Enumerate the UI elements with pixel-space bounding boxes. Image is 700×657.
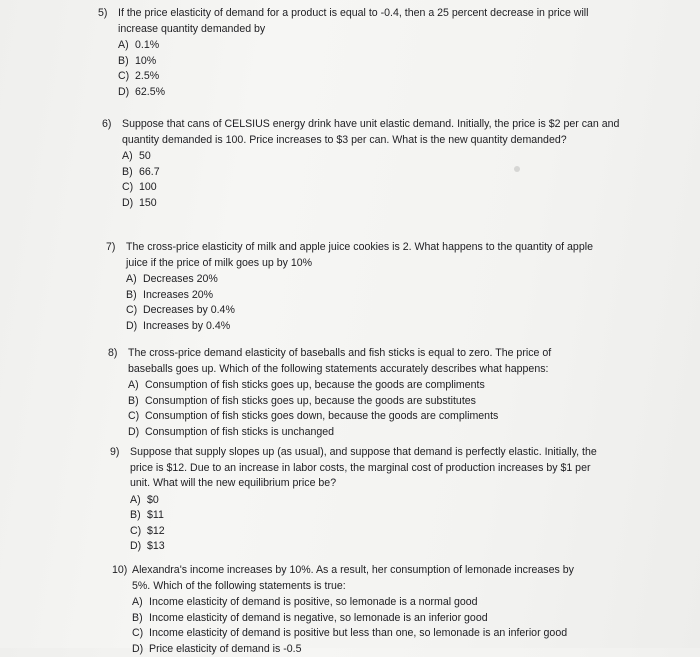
question-number: 5) bbox=[98, 6, 118, 37]
option-letter: B) bbox=[118, 54, 135, 70]
option-letter: D) bbox=[126, 319, 143, 335]
option-text: 0.1% bbox=[135, 38, 159, 54]
option-text: 100 bbox=[139, 180, 157, 196]
option-c[interactable] bbox=[126, 303, 604, 319]
option-text: Consumption of fish sticks goes down, because the goods are compliments bbox=[145, 409, 498, 425]
option-letter: A) bbox=[126, 272, 143, 288]
question-stem bbox=[98, 6, 608, 37]
question-stem bbox=[102, 117, 620, 148]
option-letter: A) bbox=[132, 595, 149, 611]
question-10 bbox=[112, 563, 594, 657]
option-a[interactable] bbox=[118, 38, 608, 54]
option-text: Income elasticity of demand is positive, so lemonade is a normal good bbox=[149, 595, 478, 611]
question-6 bbox=[102, 117, 620, 211]
option-text: 50 bbox=[139, 149, 151, 165]
question-stem bbox=[112, 563, 594, 594]
option-b[interactable] bbox=[122, 165, 620, 181]
option-b[interactable] bbox=[132, 611, 594, 627]
question-number: 7) bbox=[106, 240, 126, 271]
option-text: Consumption of fish sticks goes up, because the goods are substitutes bbox=[145, 394, 476, 410]
option-text: 10% bbox=[135, 54, 156, 70]
option-letter: C) bbox=[132, 626, 149, 642]
question-text: Alexandra's income increases by 10%. As a result, her consumption of lemonade increases by 5%. Which of the following statements is true: bbox=[132, 563, 594, 594]
option-text: Price elasticity of demand is -0.5 bbox=[149, 642, 302, 657]
option-letter: D) bbox=[118, 85, 135, 101]
option-text: Consumption of fish sticks is unchanged bbox=[145, 425, 334, 441]
question-stem bbox=[110, 445, 600, 492]
option-letter: A) bbox=[122, 149, 139, 165]
option-a[interactable] bbox=[126, 272, 604, 288]
option-text: Decreases 20% bbox=[143, 272, 218, 288]
option-letter: D) bbox=[128, 425, 145, 441]
option-text: Increases by 0.4% bbox=[143, 319, 230, 335]
question-number: 10) bbox=[112, 563, 132, 594]
answer-options bbox=[122, 149, 620, 211]
option-text: Income elasticity of demand is positive but less than one, so lemonade is an inferior good bbox=[149, 626, 567, 642]
option-b[interactable] bbox=[128, 394, 588, 410]
question-number: 9) bbox=[110, 445, 130, 492]
question-text: Suppose that cans of CELSIUS energy drink have unit elastic demand. Initially, the price is $2 per can and quantity demanded is 100. Price increases to $3 per can. What is the new quantity demanded? bbox=[122, 117, 620, 148]
option-letter: D) bbox=[132, 642, 149, 657]
option-text: 66.7 bbox=[139, 165, 160, 181]
option-text: Decreases by 0.4% bbox=[143, 303, 235, 319]
question-number: 6) bbox=[102, 117, 122, 148]
option-text: $11 bbox=[147, 508, 164, 524]
option-a[interactable] bbox=[122, 149, 620, 165]
option-c[interactable] bbox=[128, 409, 588, 425]
answer-options bbox=[126, 272, 604, 334]
option-letter: D) bbox=[130, 539, 147, 555]
answer-options bbox=[130, 493, 600, 555]
answer-options bbox=[128, 378, 588, 440]
option-a[interactable] bbox=[130, 493, 600, 509]
option-d[interactable] bbox=[118, 85, 608, 101]
option-d[interactable] bbox=[128, 425, 588, 441]
option-letter: C) bbox=[128, 409, 145, 425]
option-d[interactable] bbox=[132, 642, 594, 657]
option-letter: D) bbox=[122, 196, 139, 212]
option-letter: A) bbox=[118, 38, 135, 54]
option-a[interactable] bbox=[132, 595, 594, 611]
option-text: $13 bbox=[147, 539, 165, 555]
option-text: $12 bbox=[147, 524, 165, 540]
option-b[interactable] bbox=[118, 54, 608, 70]
option-letter: B) bbox=[122, 165, 139, 181]
option-text: Income elasticity of demand is negative, so lemonade is an inferior good bbox=[149, 611, 488, 627]
question-stem bbox=[106, 240, 604, 271]
option-d[interactable] bbox=[126, 319, 604, 335]
option-c[interactable] bbox=[130, 524, 600, 540]
option-d[interactable] bbox=[130, 539, 600, 555]
option-letter: B) bbox=[126, 288, 143, 304]
question-9 bbox=[110, 445, 600, 555]
option-letter: A) bbox=[128, 378, 145, 394]
answer-options bbox=[118, 38, 608, 100]
option-text: $0 bbox=[147, 493, 159, 509]
option-text: 2.5% bbox=[135, 69, 159, 85]
question-text: The cross-price elasticity of milk and apple juice cookies is 2. What happens to the quantity of apple juice if the price of milk goes up by 10% bbox=[126, 240, 604, 271]
option-c[interactable] bbox=[122, 180, 620, 196]
option-c[interactable] bbox=[132, 626, 594, 642]
question-text: If the price elasticity of demand for a product is equal to -0.4, then a 25 percent decrease in price will increase quantity demanded by bbox=[118, 6, 608, 37]
option-text: 62.5% bbox=[135, 85, 165, 101]
question-stem bbox=[108, 346, 588, 377]
option-text: 150 bbox=[139, 196, 157, 212]
option-letter: B) bbox=[130, 508, 147, 524]
paper-smudge bbox=[514, 166, 520, 172]
option-letter: C) bbox=[126, 303, 143, 319]
question-text: Suppose that supply slopes up (as usual), and suppose that demand is perfectly elastic. Initially, the price is $12. Due to an increase in labor costs, the marginal cost of production increases by $1 per unit. What will the new equilibrium price be? bbox=[130, 445, 600, 492]
question-8 bbox=[108, 346, 588, 440]
option-c[interactable] bbox=[118, 69, 608, 85]
question-7 bbox=[106, 240, 604, 334]
option-text: Increases 20% bbox=[143, 288, 213, 304]
option-d[interactable] bbox=[122, 196, 620, 212]
question-number: 8) bbox=[108, 346, 128, 377]
option-letter: A) bbox=[130, 493, 147, 509]
option-text: Consumption of fish sticks goes up, because the goods are compliments bbox=[145, 378, 485, 394]
option-letter: B) bbox=[128, 394, 145, 410]
option-a[interactable] bbox=[128, 378, 588, 394]
question-text: The cross-price demand elasticity of baseballs and fish sticks is equal to zero. The price of baseballs goes up. Which of the following statements accurately describes what happens: bbox=[128, 346, 588, 377]
option-letter: C) bbox=[122, 180, 139, 196]
option-letter: C) bbox=[118, 69, 135, 85]
question-5 bbox=[98, 6, 608, 100]
option-letter: C) bbox=[130, 524, 147, 540]
option-b[interactable] bbox=[130, 508, 600, 524]
option-b[interactable] bbox=[126, 288, 604, 304]
option-letter: B) bbox=[132, 611, 149, 627]
